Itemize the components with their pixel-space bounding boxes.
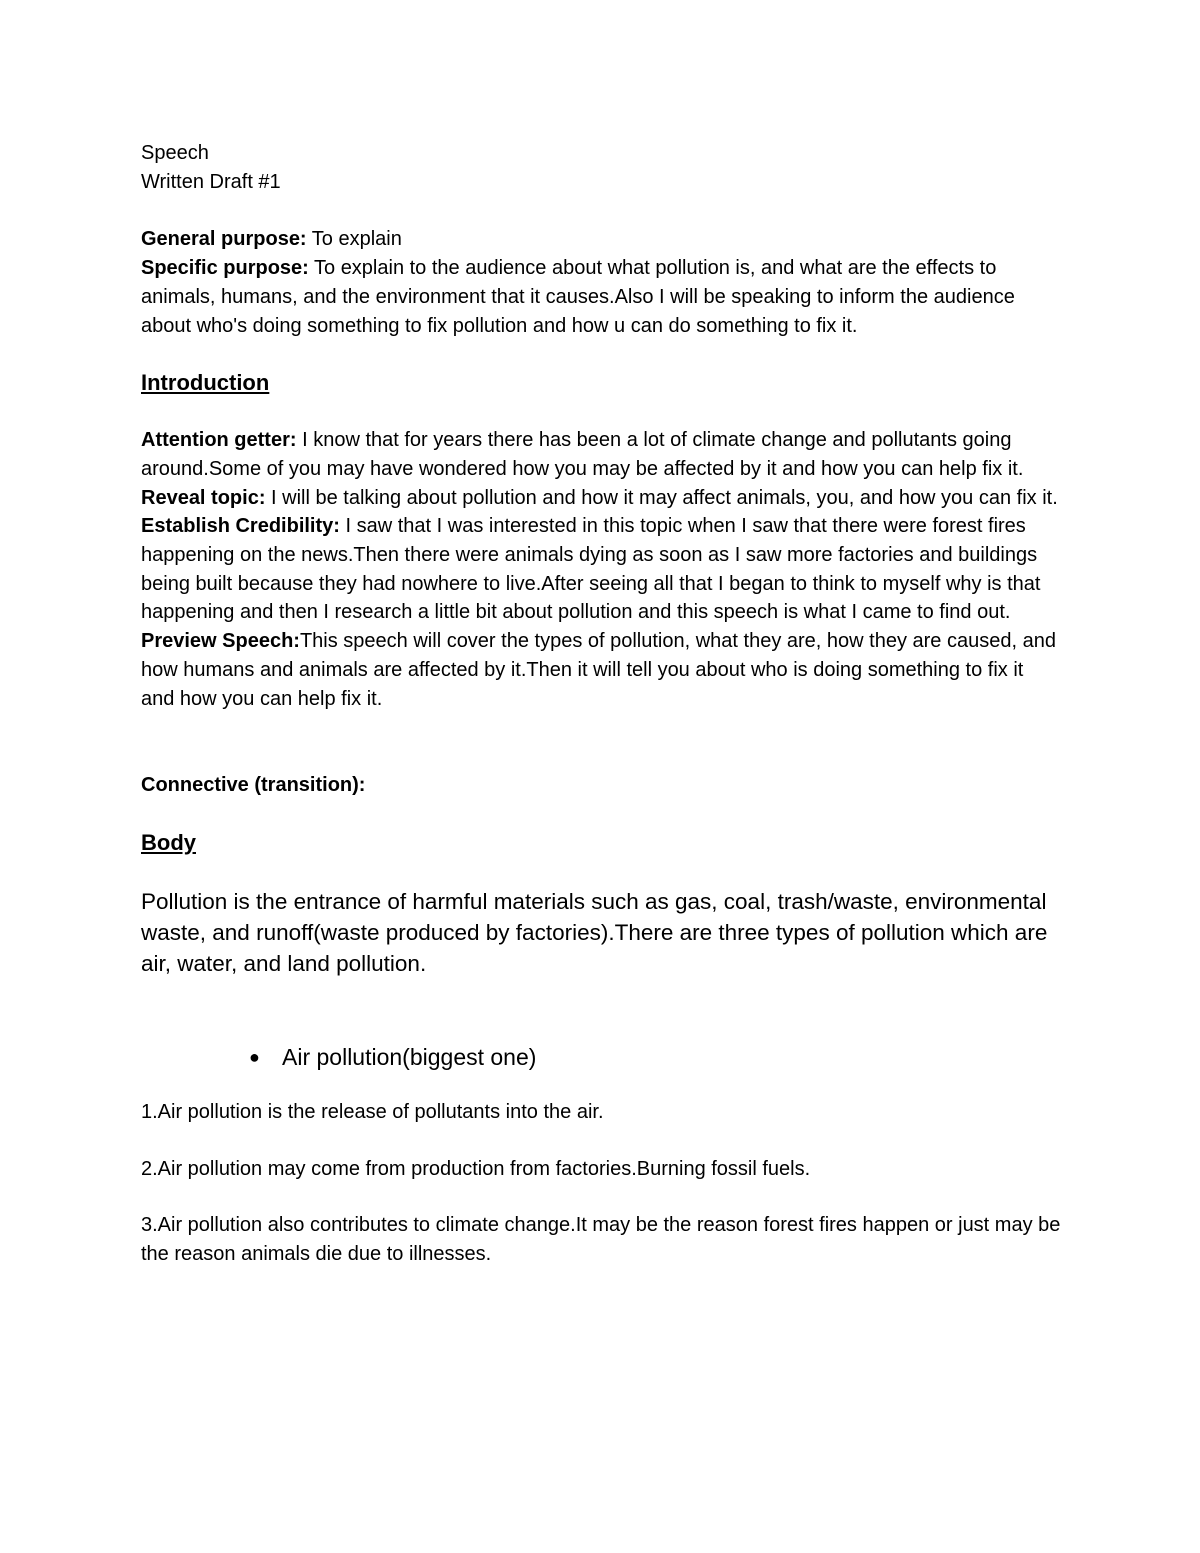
establish-credibility (141, 512, 1061, 627)
introduction-heading: Introduction (141, 370, 270, 396)
reveal-topic-text: I will be talking about pollution and how it may affect animals, you, and how you can fix it. (265, 486, 1058, 509)
doc-title: Speech (141, 142, 209, 164)
bullet-title: Air pollution(biggest one) (282, 1043, 537, 1070)
establish-credibility-text: I saw that I was interested in this topic when I saw that there were forest fires happening on the news.Then there were animals dying as soon as I saw more factories and buildings being built because they had nowhere to live.After seeing all that I began to think to myself why is that happening and then I research a little bit about pollution and this speech is what I came to find out. (141, 515, 1041, 624)
reveal-topic-label: Reveal topic: (141, 486, 266, 509)
point-2: 2.Air pollution may come from production from factories.Burning fossil fuels. (141, 1157, 811, 1180)
reveal-topic (141, 484, 1061, 513)
body-intro-paragraph: Pollution is the entrance of harmful materials such as gas, coal, trash/waste, environmental waste, and runoff(waste produced by factories).There are three types of pollution which are air, water, and land pollution. (141, 888, 1048, 976)
specific-purpose (141, 254, 1061, 340)
preview-speech (141, 627, 1061, 713)
point-1: 1.Air pollution is the release of pollutants into the air. (141, 1100, 604, 1123)
preview-speech-text: This speech will cover the types of pollution, what they are, how they are caused, and how humans and animals are affected by it.Then it will tell you about who is doing something to fix it and how you can help fix it. (141, 630, 1056, 710)
specific-purpose-label: Specific purpose: (141, 257, 309, 280)
specific-purpose-text: To explain to the audience about what pollution is, and what are the effects to animals, humans, and the environment that it causes.Also I will be speaking to inform the audience about who's doing something to fix pollution and how u can do something to fix it. (141, 257, 1015, 337)
establish-credibility-label: Establish Credibility: (141, 515, 340, 538)
general-purpose (141, 225, 1061, 254)
doc-subtitle: Written Draft #1 (141, 170, 281, 193)
bullet-item-air-pollution (249, 1041, 1061, 1073)
connective-label: Connective (transition): (141, 774, 366, 797)
connective (141, 771, 1061, 800)
attention-getter-label: Attention getter: (141, 429, 297, 452)
general-purpose-label: General purpose: (141, 228, 307, 251)
attention-getter (141, 426, 1061, 483)
document-content (141, 139, 1061, 1269)
general-purpose-text: To explain (306, 228, 402, 251)
point-3: 3.Air pollution also contributes to climate change.It may be the reason forest fires happen or just may be the reason animals die due to illnesses. (141, 1214, 1061, 1266)
bullet-dot-icon: ● (249, 1046, 260, 1067)
attention-getter-text: I know that for years there has been a lot of climate change and pollutants going around.Some of you may have wondered how you may be affected by it and how you can help fix it. (141, 429, 1024, 480)
preview-speech-label: Preview Speech: (141, 630, 300, 653)
body-heading: Body (141, 829, 196, 855)
